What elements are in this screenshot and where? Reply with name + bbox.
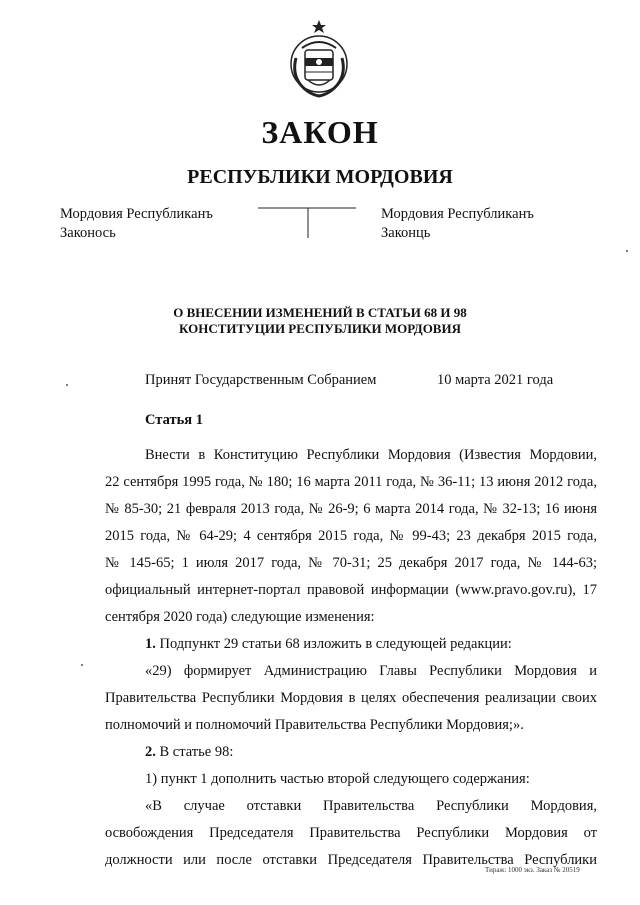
scan-speck	[81, 664, 83, 666]
item-1: 1. Подпункт 29 статьи 68 изложить в следующей редакции:	[145, 636, 512, 652]
erzya-heading: Мордовия Республиканъ Законць	[381, 206, 534, 241]
document-heading: О ВНЕСЕНИИ ИЗМЕНЕНИЙ В СТАТЬИ 68 И 98 КОНСТИТУЦИИ РЕСПУБЛИКИ МОРДОВИЯ	[173, 305, 467, 336]
moksha-heading: Мордовия Республиканъ Законось	[60, 206, 213, 241]
quote-2: «В случае отставки Правительства Республики Мордовия, освобождения Председателя Правительства Республики Мордовия от должности или после отставки Председателя Правительства Республики	[105, 798, 597, 868]
law-title: ЗАКОН	[261, 114, 379, 150]
scan-speck	[626, 250, 628, 252]
print-run-note: Тираж: 1000 экз. Заказ № 20519	[485, 866, 580, 874]
scan-speck	[66, 384, 68, 386]
paragraph-intro: Внести в Конституцию Республики Мордовия (Известия Мордовии, 22 сентября 1995 года, № 180; 16 марта 2011 года, № 36-11; 13 июня 2012 года, № 85-30; 21 февраля 2013 года, № 26-9; 6 марта 2014 года, № 32-13; 16 июня 2015 года, № 64-29; 4 сентября 2015 года, № 99-43; 23 декабря 2015 года, № 145-65; 1 июля 2017 года, № 70-31; 25 декабря 2017 года, № 144-63; официальный интернет-портал правовой информации (www.pravo.gov.ru), 17 сентября 2020 года) следующие изменения:	[105, 447, 597, 625]
item-2: 2. В статье 98:	[145, 744, 234, 760]
article-title: Статья 1	[145, 412, 203, 428]
adopted-by: Принят Государственным Собранием	[145, 372, 377, 388]
republic-subtitle: РЕСПУБЛИКИ МОРДОВИЯ	[187, 166, 453, 188]
article-body	[105, 442, 597, 874]
adopted-date: 10 марта 2021 года	[437, 372, 554, 388]
quote-1: «29) формирует Администрацию Главы Республики Мордовия и Правительства Республики Мордовия в целях обеспечения реализации своих полномочий и полномочий Правительства Республики Мордовия;».	[105, 663, 597, 733]
header-divider	[258, 206, 358, 240]
subitem-1: 1) пункт 1 дополнить частью второй следующего содержания:	[145, 771, 530, 787]
coat-of-arms-emblem	[286, 18, 352, 100]
